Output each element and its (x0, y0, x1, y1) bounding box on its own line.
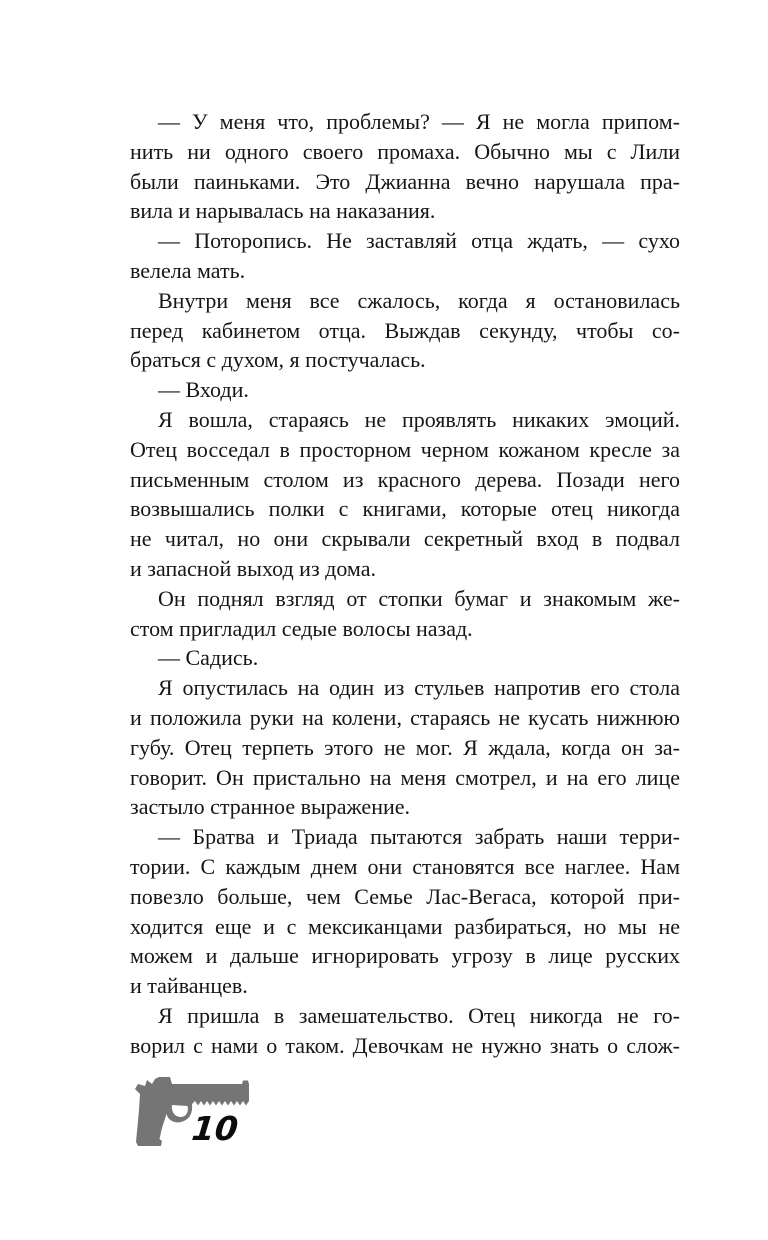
text-line: письменным столом из красного дерева. Позади него (130, 466, 680, 492)
paragraph (130, 375, 680, 405)
page-number: 10 (189, 1109, 240, 1148)
text-line: ходится еще и с мексиканцами разбираться, но мы не (130, 913, 680, 939)
text-line: губу. Отец терпеть этого не мог. Я ждала, когда он за- (130, 734, 680, 760)
footer-ornament (126, 1076, 286, 1156)
text-line: Я вошла, стараясь не проявлять никаких эмоций. (158, 406, 680, 432)
text-line: браться с духом, я постучалась. (130, 347, 426, 373)
text-line: говорит. Он пристально на меня смотрел, и на его лице (130, 764, 680, 790)
text-line: и тайванцев. (130, 973, 248, 999)
text-line: Отец восседал в просторном черном кожаном кресле за (130, 436, 680, 462)
text-line: ворил с нами о таком. Девочкам не нужно знать о слож- (130, 1032, 680, 1058)
text-line: — Поторопись. Не заставляй отца ждать, — сухо (158, 228, 680, 254)
paragraph (130, 673, 680, 822)
text-line: — Входи. (158, 377, 249, 403)
text-line: тории. С каждым днем они становятся все наглее. Нам (130, 853, 680, 879)
paragraph (130, 1001, 680, 1061)
text-line: Он поднял взгляд от стопки бумаг и знакомым же- (158, 585, 680, 611)
text-line: были паиньками. Это Джианна вечно нарушала пра- (130, 168, 680, 194)
text-line: застыло странное выражение. (130, 794, 411, 820)
text-line: — Садись. (158, 645, 259, 671)
paragraph (130, 584, 680, 644)
text-line: перед кабинетом отца. Выждав секунду, чтобы со- (130, 317, 680, 343)
text-line: можем и дальше игнорировать угрозу в лице русских (130, 943, 680, 969)
text-line: и положила руки на колени, стараясь не кусать нижнюю (130, 704, 680, 730)
text-line: возвышались полки с книгами, которые отец никогда (130, 496, 680, 522)
text-line: Внутри меня все сжалось, когда я остановилась (158, 287, 680, 313)
text-line: и запасной выход из дома. (130, 555, 376, 581)
text-line: Я пришла в замешательство. Отец никогда не го- (158, 1002, 680, 1028)
paragraph (130, 286, 680, 375)
paragraph (130, 226, 680, 286)
page-text (130, 107, 680, 1061)
paragraph (130, 405, 680, 584)
text-line: — У меня что, проблемы? — Я не могла припом- (158, 109, 680, 134)
paragraph (130, 107, 680, 226)
paragraph (130, 822, 680, 1001)
text-line: — Братва и Триада пытаются забрать наши терри- (158, 824, 680, 850)
text-line: не читал, но они скрывали секретный вход в подвал (130, 526, 680, 552)
paragraph (130, 643, 680, 673)
text-line: нить ни одного своего промаха. Обычно мы с Лили (130, 138, 680, 164)
text-line: вила и нарывалась на наказания. (130, 198, 436, 224)
text-line: велела мать. (130, 257, 246, 283)
text-line: стом пригладил седые волосы назад. (130, 615, 473, 641)
text-line: повезло больше, чем Семье Лас-Вегаса, которой при- (130, 883, 680, 909)
text-line: Я опустилась на один из стульев напротив его стола (158, 675, 680, 701)
